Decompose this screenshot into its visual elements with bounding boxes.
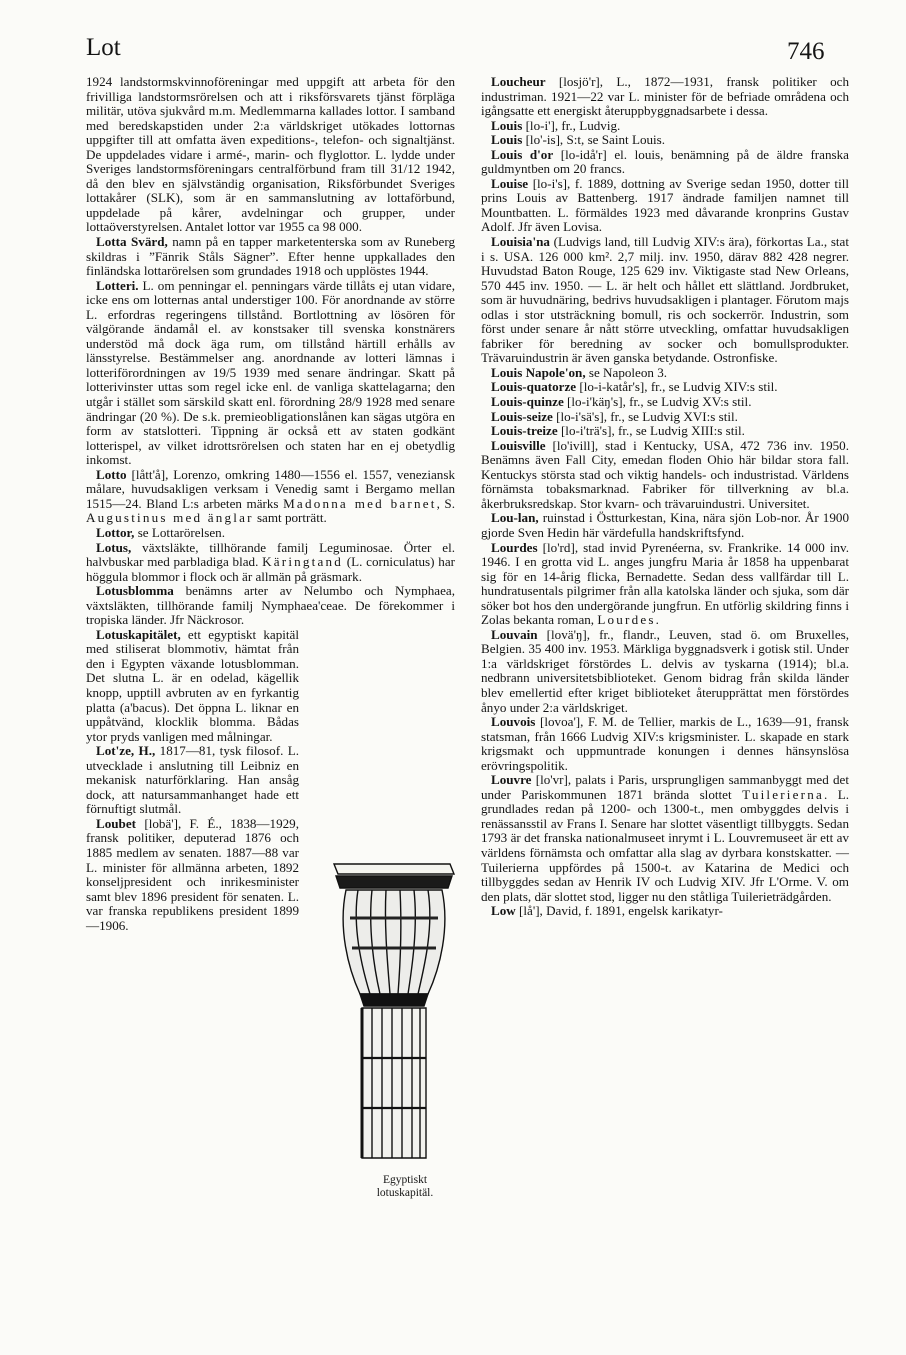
entry-louis-treize: Louis-treize [lo-i'trä's], fr., se Ludvig XIII:s stil. xyxy=(491,423,745,439)
entry-headword: Louis-quinze xyxy=(491,394,564,410)
entry-headword: Lou-lan, xyxy=(491,510,539,526)
entry-headword: Lottor, xyxy=(96,524,135,540)
entry-lotta-svard: Lotta Svärd, namn på en tapper marketenterska som av Runeberg skildras i ”Fänrik Ståls Sägner”. Efter henne uppkallades den finländska lottarörelsen som grundades 1918 och upplöstes 1944. xyxy=(86,234,455,279)
entry-louisville: Louisville [lo'ivill], stad i Kentucky, USA, 472 736 inv. 1950. Benämns även Fall City, emedan floden Ohio här bildar stora fall. Kentuckys största stad och viktig handels- och industristad. Världens förnämsta tobaksmarknad. Fabriker för tillverkning av bl.a. åkerbruksredskap. Stor kvarn- och trävaruindustri. Universitet. xyxy=(481,437,849,511)
lotus-capital-illustration xyxy=(332,858,456,1170)
entry-headword: Louise xyxy=(491,175,529,191)
entry-headword: Lotus, xyxy=(96,539,132,555)
entry-lotteri: Lotteri. L. om penningar el. penningars värde tillåts ej utan vidare, icke ens om lotternas antal understiger 100. För anordnande av större L. erfordras regeringens tillstånd. Bortlottning av lösören för välgörande ändamål el. av konstsaker till svenska konstnärers understöd må dock äga rum, om tillstånd härtill erhålls av länsstyrelse. Bestämmelser ang. anordnande av lotteri lämnas i lotteriförordningen av 19/5 1939 med senare ändringar. Skatt på lotterivinster uttas som regel icke enl. de vanliga skattelagarna; den utgår i stället som särskild skatt enl. förordning 28/9 1928 med senare ändringar (20 %). De s.k. premieobligationslånen kan sägas utgöra en form av statslotteri. Tippning är också ett av staten godkänt lotterispel, av vilket idrottsrörelsen och staten har en ej obetydlig inkomst. xyxy=(86,277,455,468)
entry-headword: Loubet xyxy=(96,815,137,831)
entry-lotuskapitalet: Lotuskapitälet, ett egyptiskt kapitäl med stiliserat blommotiv, hämtat från den i Egypten växande lotusblomman. Det slutna L. är en odelad, kägellik knopp, upptill avbruten av en fyrkantig platta (a'bacus). Det öppna L. liknar en uppåtvänd, klocklik blomma. Bådas ytor pryds vanligen med målningar. xyxy=(86,626,299,744)
entry-lottor: Lottor, se Lottarörelsen. xyxy=(96,524,225,540)
entry-headword: Louis xyxy=(491,132,523,148)
entry-headword: Lotta Svärd, xyxy=(96,234,168,250)
page-number: 746 xyxy=(787,38,825,65)
entry-louis-seize: Louis-seize [lo-i'sä's], fr., se Ludvig XVI:s stil. xyxy=(491,408,738,424)
entry-headword: Louis-quatorze xyxy=(491,379,577,395)
entry-headword: Louis-seize xyxy=(491,408,553,424)
entry-lotze: Lot'ze, H., 1817—81, tysk filosof. L. utvecklade i anslutning till Leibniz en mekanisk naturförklaring. Han ansåg dock, att natursammanhanget hade ett förnuftigt slutmål. xyxy=(86,743,299,817)
entry-headword: Lotuskapitälet, xyxy=(96,626,181,642)
entry-headword: Louisia'na xyxy=(491,234,550,250)
entry-louvre: Louvre [lo'vr], palats i Paris, ursprungligen sammanbyggt med det under Pariskommunen 1871 brända slottet Tuilerierna. L. grundlades redan på 1200- och 1300-t., men ombyggdes delvis i renässansstil av Frans I. Senare har slottet väsentligt tillbyggts. Sedan 1793 är det franska nationalmuseet inrymt i L. Louvremuseet är ett av världens förnämsta och omfattar alla slag av dyrbara konstskatter. — Tuilerierna uppfördes på 1500-t. av Katarina de Medici och tillbyggdes sedan av Henrik IV och Ludvig XIV. Jfr L'Orme. V. om den plats, där slottet stod, ligger nu den ståtliga Tuilerieträdgården. xyxy=(481,772,849,904)
entry-headword: Low xyxy=(491,903,516,919)
entry-louise: Louise [lo-i's], f. 1889, dottning av Sverige sedan 1950, dotter till prins Louis av Battenberg. 1917 ändrade familjen namnet till Mountbatten. L. förmäldes 1923 med dåvarande kronprins Gustav Adolf. Jfr även Lovisa. xyxy=(481,175,849,235)
entry-low: Low [lå'], David, f. 1891, engelsk karikatyr- xyxy=(491,903,723,919)
entry-louvain: Louvain [lovä'ŋ], fr., flandr., Leuven, stad ö. om Bruxelles, Belgien. 35 400 inv. 1953. Märkliga byggnadsverk i gotisk stil. Under 1:a världskriget förstördes L. delvis av tyskarna (1914); bl.a. nedbrann universitetsbiblioteket. Genom bidrag från skilda länder blev emellertid efter kriget biblioteket återupprättat men förstördes ånyo under 2:a världskriget. xyxy=(481,626,849,715)
entry-headword: Lotteri. xyxy=(96,277,139,293)
entry-louis-1: Louis [lo-i'], fr., Ludvig. xyxy=(491,117,621,133)
entry-headword: Louis Napole'on, xyxy=(491,364,586,380)
entry-headword: Lot'ze, H., xyxy=(96,743,156,759)
entry-lourdes: Lourdes [lo'rd], stad invid Pyrenéerna, sv. Frankrike. 14 000 inv. 1946. I en grotta vid L. anges jungfru Maria år 1858 ha uppenbarat sig för en 14-årig flicka, Bernadette. Sedan dess vallfärdar till L. hundratusentals pilgrimer från alla katolska länder och sjuka, som där söker bot hos den undergörande jungfrun. En utförlig skildring finns i Zolas bekanta roman, Lourdes. xyxy=(481,539,849,628)
entry-lotus: Lotus, växtsläkte, tillhörande familj Leguminosae. Örter el. halvbuskar med parbladiga blad. Käringtand (L. corniculatus) har höggula blommor i flock och är allmän på gräsmark. xyxy=(86,539,455,584)
entry-headword: Louvain xyxy=(491,626,538,642)
entry-louisiana: Louisia'na (Ludvigs land, till Ludvig XIV:s ära), förkortas La., stat i s. USA. 126 000 km². 2,7 milj. inv. 1950, därav 882 428 negrer. Huvudstad Baton Rouge, 125 629 inv. Viktigaste stad New Orleans, 570 445 inv. 1950. — L. är helt och hållet ett slättland. Jordbruket, som är huvudnäring, bedrivs huvudsakligen i plantager. Förutom majs odlas i stor utsträckning bomull, ris och sockerrör. Industrin, som först under senare år nått större utveckling, omfattar huvudsakligen fabriker för beredning av socker och bomullsprodukter. Trävaruindustrin är även ganska betydande. Ostronfiske. xyxy=(481,234,849,366)
entry-louis-napoleon: Louis Napole'on, se Napoleon 3. xyxy=(491,364,668,380)
entry-louis-2: Louis [lo'-is], S:t, se Saint Louis. xyxy=(491,132,666,148)
entry-headword: Louis-treize xyxy=(491,423,558,439)
figure-caption: Egyptiskt lotuskapitäl. xyxy=(376,1174,434,1199)
right-column xyxy=(481,75,849,919)
entry-louvois: Louvois [lovoa'], F. M. de Tellier, markis de L., 1639—91, fransk statsman, från 1666 Ludvig XIV:s krigsminister. L. skapade en stark krigsmakt och uppmuntrade konungen i dennes hänsynslösa erövringspolitik. xyxy=(481,714,849,773)
entry-lotusblomma: Lotusblomma benämns arter av Nelumbo och Nymphaea, växtsläkten, tillhörande familj Nymphaea'ceae. De förekommer i tropiska länder. Jfr Näckrosor. xyxy=(86,583,455,628)
entry-headword: Lotto xyxy=(96,466,127,482)
entry-headword: Lourdes xyxy=(491,539,538,555)
entry-headword: Lotusblomma xyxy=(96,583,174,599)
capital-abacus-shadow xyxy=(336,876,452,888)
entry-loubet: Loubet [lobä'], F. É., 1838—1929, fransk politiker, deputerad 1876 och 1885 medlem av senaten. 1887—88 var L. minister för allmänna arbeten, 1892 konseljpresident och inrikesminister samt blev 1896 president för senaten. L. var franska republikens president 1899—1906. xyxy=(86,815,299,933)
entry-headword: Louisville xyxy=(491,437,546,453)
entry-louis-quinze: Louis-quinze [lo-i'käŋ's], fr., se Ludvig XV:s stil. xyxy=(491,394,752,410)
entry-lottarorelsen-cont: 1924 landstormskvinnoföreningar med uppgift att arbeta för den frivilliga landstormsrörelsen och att i riksförsvarets tjänst förpläga militär, utöva sjukvård m.m. Medlemmarna kallades lottor. I samband med beredskapstiden under 2:a världskriget utökades lottornas uppgifter till att omfatta även expeditions-, telefon- och signaltjänst. De uppdelades vidare i armé-, marin- och flyglottor. L. lydde under Sveriges landstormsföreningars centralförbund fram till 31/12 1942, då den blev en självständig organisation, Riksförbundet Sveriges lottakårer (SLK), som är en sammanslutning av lottaförbund, uppdelade på kårer, avdelningar och grupper, under lottaöverstyrelsen. Antalet lottor var 1955 ca 98 000. xyxy=(86,74,455,235)
entry-lou-lan: Lou-lan, ruinstad i Östturkestan, Kina, nära sjön Lob-nor. År 1900 gjorde Sven Hedin här värdefulla handskriftsfynd. xyxy=(481,510,849,540)
entry-headword: Louis d'or xyxy=(491,146,554,162)
entry-louis-quatorze: Louis-quatorze [lo-i-katår's], fr., se Ludvig XIV:s stil. xyxy=(491,379,778,395)
entry-headword: Louvre xyxy=(491,772,532,788)
entry-headword: Louvois xyxy=(491,714,536,730)
entry-headword: Louis xyxy=(491,117,523,133)
entry-loucheur: Loucheur [losjö'r], L., 1872—1931, fransk politiker och industriman. 1921—22 var L. minister för de befriade områdena och igångsatte ett energiskt återuppbyggnadsarbete i dessa. xyxy=(481,74,849,119)
entry-louis-dor: Louis d'or [lo-idå'r] el. louis, benämning på de äldre franska guldmyntben om 20 francs. xyxy=(481,146,849,177)
running-header-title: Lot xyxy=(86,34,121,61)
entry-lotto: Lotto [lått'å], Lorenzo, omkring 1480—1556 el. 1557, veneziansk målare, huvudsakligen verksam i Venedig samt i Bergamo mellan 1515—24. Bland L:s arbeten märks Madonna med barnet, S. Augustinus med änglar samt porträtt. xyxy=(86,466,455,526)
capital-abacus xyxy=(334,864,454,874)
entry-headword: Loucheur xyxy=(491,74,546,89)
